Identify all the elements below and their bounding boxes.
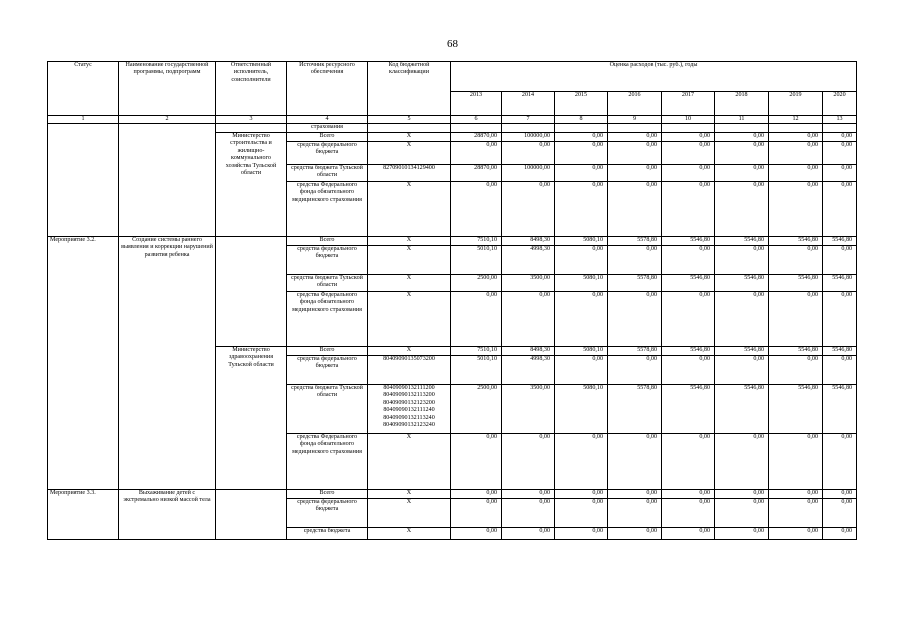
header-code: Код бюджетной классификации (368, 62, 451, 116)
value-cell: 0,00 (823, 141, 857, 164)
value-cell: 5546,80 (662, 384, 715, 433)
value-cell: 3500,00 (502, 384, 555, 433)
value-cell: 0,00 (555, 164, 608, 181)
source-cell: Всего (287, 236, 368, 245)
source-cell: средства федерального бюджета (287, 355, 368, 384)
value-cell: 0,00 (662, 433, 715, 489)
value-cell (823, 124, 857, 132)
column-number: 2 (119, 116, 216, 124)
value-cell: 0,00 (451, 181, 502, 236)
value-cell: 0,00 (823, 355, 857, 384)
value-cell: 0,00 (662, 141, 715, 164)
value-cell: 0,00 (608, 181, 662, 236)
table-row (48, 489, 857, 498)
source-cell: средства бюджета (287, 527, 368, 539)
value-cell: 0,00 (769, 433, 823, 489)
source-cell: средства Федерального фонда обязательного медицинского страхования (287, 291, 368, 346)
column-number: 7 (502, 116, 555, 124)
value-cell: 0,00 (608, 498, 662, 527)
value-cell: 0,00 (608, 527, 662, 539)
table-row (48, 124, 857, 132)
value-cell: 0,00 (662, 164, 715, 181)
value-cell: 0,00 (823, 132, 857, 141)
value-cell: 5546,80 (769, 384, 823, 433)
value-cell: 0,00 (769, 355, 823, 384)
header-year: 2013 (451, 92, 502, 116)
value-cell: 2500,00 (451, 274, 502, 291)
value-cell: 0,00 (823, 489, 857, 498)
source-cell: средства федерального бюджета (287, 245, 368, 274)
value-cell: 5546,80 (823, 274, 857, 291)
value-cell: 5546,80 (823, 236, 857, 245)
value-cell: 0,00 (451, 527, 502, 539)
header-year: 2020 (823, 92, 857, 116)
value-cell: 5546,80 (662, 236, 715, 245)
code-cell: X (368, 291, 451, 346)
value-cell: 8498,30 (502, 346, 555, 355)
program-cell: Создание системы раннего выявления и коррекции нарушений развития ребенка (119, 236, 216, 489)
value-cell: 5546,80 (769, 346, 823, 355)
value-cell: 5546,80 (769, 236, 823, 245)
value-cell: 0,00 (715, 433, 769, 489)
value-cell: 0,00 (555, 355, 608, 384)
value-cell: 0,00 (555, 489, 608, 498)
source-cell: средства бюджета Тульской области (287, 384, 368, 433)
header-year: 2014 (502, 92, 555, 116)
header-estimate: Оценка расходов (тыс. руб.), годы (451, 62, 857, 92)
value-cell: 0,00 (502, 181, 555, 236)
value-cell: 0,00 (451, 433, 502, 489)
value-cell: 0,00 (662, 291, 715, 346)
value-cell: 5080,10 (555, 346, 608, 355)
value-cell: 0,00 (555, 181, 608, 236)
column-number: 9 (608, 116, 662, 124)
value-cell: 5010,10 (451, 245, 502, 274)
value-cell: 5546,80 (715, 274, 769, 291)
value-cell: 5546,80 (715, 236, 769, 245)
value-cell: 0,00 (555, 498, 608, 527)
header-program: Наименование государственной программы, подпрограмм (119, 62, 216, 116)
source-cell: средства Федерального фонда обязательного медицинского страхования (287, 181, 368, 236)
value-cell: 0,00 (608, 132, 662, 141)
code-cell: X (368, 498, 451, 527)
executor-cell (216, 236, 287, 346)
value-cell: 0,00 (608, 141, 662, 164)
value-cell: 5546,80 (662, 274, 715, 291)
value-cell: 0,00 (769, 527, 823, 539)
code-cell: 80409090132111200 80409090132113200 80409090132123200 80409090132111240 80409090132113240 80409090132123240 (368, 384, 451, 433)
source-cell: Всего (287, 489, 368, 498)
value-cell: 5546,80 (769, 274, 823, 291)
executor-cell (216, 124, 287, 132)
value-cell: 5578,80 (608, 346, 662, 355)
value-cell: 0,00 (769, 132, 823, 141)
table-row (48, 236, 857, 245)
source-cell: средства федерального бюджета (287, 498, 368, 527)
value-cell: 0,00 (502, 498, 555, 527)
source-cell: Всего (287, 132, 368, 141)
value-cell: 0,00 (451, 291, 502, 346)
value-cell: 0,00 (715, 132, 769, 141)
value-cell: 5546,80 (715, 346, 769, 355)
value-cell: 0,00 (555, 527, 608, 539)
column-number: 11 (715, 116, 769, 124)
value-cell (662, 124, 715, 132)
header-row (48, 62, 857, 92)
value-cell: 0,00 (451, 489, 502, 498)
column-number: 1 (48, 116, 119, 124)
value-cell: 0,00 (451, 141, 502, 164)
value-cell: 0,00 (608, 291, 662, 346)
value-cell: 0,00 (769, 164, 823, 181)
value-cell: 5080,10 (555, 236, 608, 245)
value-cell: 0,00 (662, 489, 715, 498)
status-cell: Мероприятие 3.3. (48, 489, 119, 539)
value-cell: 0,00 (502, 527, 555, 539)
header-year: 2015 (555, 92, 608, 116)
column-number: 4 (287, 116, 368, 124)
status-cell (48, 124, 119, 236)
value-cell: 0,00 (502, 291, 555, 346)
value-cell: 0,00 (769, 489, 823, 498)
value-cell: 7510,10 (451, 236, 502, 245)
budget-table (47, 61, 857, 540)
value-cell: 100000,00 (502, 132, 555, 141)
value-cell: 0,00 (769, 291, 823, 346)
value-cell: 0,00 (555, 141, 608, 164)
source-cell: страхования (287, 124, 368, 132)
value-cell: 100000,00 (502, 164, 555, 181)
value-cell: 0,00 (715, 527, 769, 539)
value-cell: 0,00 (608, 489, 662, 498)
value-cell: 0,00 (608, 433, 662, 489)
source-cell: средства бюджета Тульской области (287, 164, 368, 181)
value-cell: 0,00 (662, 181, 715, 236)
column-number: 5 (368, 116, 451, 124)
value-cell: 0,00 (662, 498, 715, 527)
value-cell: 5546,80 (823, 384, 857, 433)
value-cell: 0,00 (502, 141, 555, 164)
header-status: Статус (48, 62, 119, 116)
header-year: 2019 (769, 92, 823, 116)
value-cell: 0,00 (662, 527, 715, 539)
source-cell: средства Федерального фонда обязательного медицинского страхования (287, 433, 368, 489)
value-cell: 0,00 (608, 245, 662, 274)
value-cell: 5546,80 (823, 346, 857, 355)
column-number: 10 (662, 116, 715, 124)
value-cell (769, 124, 823, 132)
value-cell: 0,00 (502, 489, 555, 498)
value-cell: 0,00 (823, 527, 857, 539)
value-cell: 0,00 (715, 141, 769, 164)
value-cell (715, 124, 769, 132)
header-year: 2016 (608, 92, 662, 116)
value-cell: 28870,00 (451, 132, 502, 141)
value-cell: 0,00 (715, 291, 769, 346)
value-cell: 3500,00 (502, 274, 555, 291)
value-cell: 0,00 (769, 141, 823, 164)
value-cell: 2500,00 (451, 384, 502, 433)
value-cell (502, 124, 555, 132)
source-cell: средства федерального бюджета (287, 141, 368, 164)
value-cell: 0,00 (715, 489, 769, 498)
value-cell (608, 124, 662, 132)
code-cell: 80409090135073200 (368, 355, 451, 384)
value-cell: 5080,10 (555, 384, 608, 433)
value-cell: 5578,80 (608, 236, 662, 245)
value-cell: 0,00 (715, 245, 769, 274)
value-cell: 0,00 (823, 498, 857, 527)
value-cell: 0,00 (608, 164, 662, 181)
code-cell: X (368, 489, 451, 498)
code-cell: X (368, 141, 451, 164)
value-cell: 0,00 (769, 181, 823, 236)
value-cell: 0,00 (715, 355, 769, 384)
column-numbers-row (48, 116, 857, 124)
column-number: 6 (451, 116, 502, 124)
code-cell: X (368, 181, 451, 236)
value-cell: 4998,30 (502, 245, 555, 274)
value-cell: 0,00 (715, 498, 769, 527)
code-cell: X (368, 245, 451, 274)
value-cell: 0,00 (662, 355, 715, 384)
value-cell: 5010,10 (451, 355, 502, 384)
value-cell: 0,00 (823, 245, 857, 274)
value-cell: 0,00 (555, 245, 608, 274)
value-cell: 28870,00 (451, 164, 502, 181)
value-cell: 0,00 (823, 433, 857, 489)
header-year: 2018 (715, 92, 769, 116)
value-cell: 0,00 (555, 132, 608, 141)
column-number: 13 (823, 116, 857, 124)
value-cell: 5546,80 (662, 346, 715, 355)
code-cell: X (368, 274, 451, 291)
value-cell: 0,00 (608, 355, 662, 384)
value-cell: 5578,80 (608, 274, 662, 291)
value-cell: 5578,80 (608, 384, 662, 433)
value-cell: 0,00 (555, 291, 608, 346)
program-cell (119, 124, 216, 236)
code-cell (368, 124, 451, 132)
value-cell: 0,00 (823, 291, 857, 346)
code-cell: X (368, 132, 451, 141)
value-cell: 0,00 (662, 132, 715, 141)
value-cell: 0,00 (823, 181, 857, 236)
value-cell: 0,00 (715, 181, 769, 236)
value-cell: 0,00 (823, 164, 857, 181)
value-cell: 5080,10 (555, 274, 608, 291)
code-cell: 82709010134129400 (368, 164, 451, 181)
code-cell: X (368, 433, 451, 489)
source-cell: средства бюджета Тульской области (287, 274, 368, 291)
value-cell: 0,00 (555, 433, 608, 489)
code-cell: X (368, 236, 451, 245)
value-cell: 0,00 (715, 164, 769, 181)
executor-cell: Министерство строительства и жилищно-коммунального хозяйства Тульской области (216, 132, 287, 236)
source-cell: Всего (287, 346, 368, 355)
executor-cell (216, 489, 287, 539)
code-cell: X (368, 346, 451, 355)
header-year: 2017 (662, 92, 715, 116)
column-number: 8 (555, 116, 608, 124)
header-executor: Ответственный исполнитель, соисполнители (216, 62, 287, 116)
status-cell: Мероприятие 3.2. (48, 236, 119, 489)
column-number: 3 (216, 116, 287, 124)
executor-cell: Министерство здравоохранения Тульской области (216, 346, 287, 489)
program-cell: Выхаживание детей с экстремально низкой массой тела (119, 489, 216, 539)
value-cell (555, 124, 608, 132)
value-cell: 0,00 (502, 433, 555, 489)
value-cell: 0,00 (451, 498, 502, 527)
value-cell: 0,00 (769, 498, 823, 527)
value-cell: 0,00 (662, 245, 715, 274)
value-cell (451, 124, 502, 132)
value-cell: 4998,30 (502, 355, 555, 384)
value-cell: 8498,30 (502, 236, 555, 245)
value-cell: 0,00 (769, 245, 823, 274)
page-number: 68 (447, 38, 458, 50)
header-source: Источник ресурсного обеспечения (287, 62, 368, 116)
value-cell: 5546,80 (715, 384, 769, 433)
code-cell: X (368, 527, 451, 539)
column-number: 12 (769, 116, 823, 124)
value-cell: 7510,10 (451, 346, 502, 355)
